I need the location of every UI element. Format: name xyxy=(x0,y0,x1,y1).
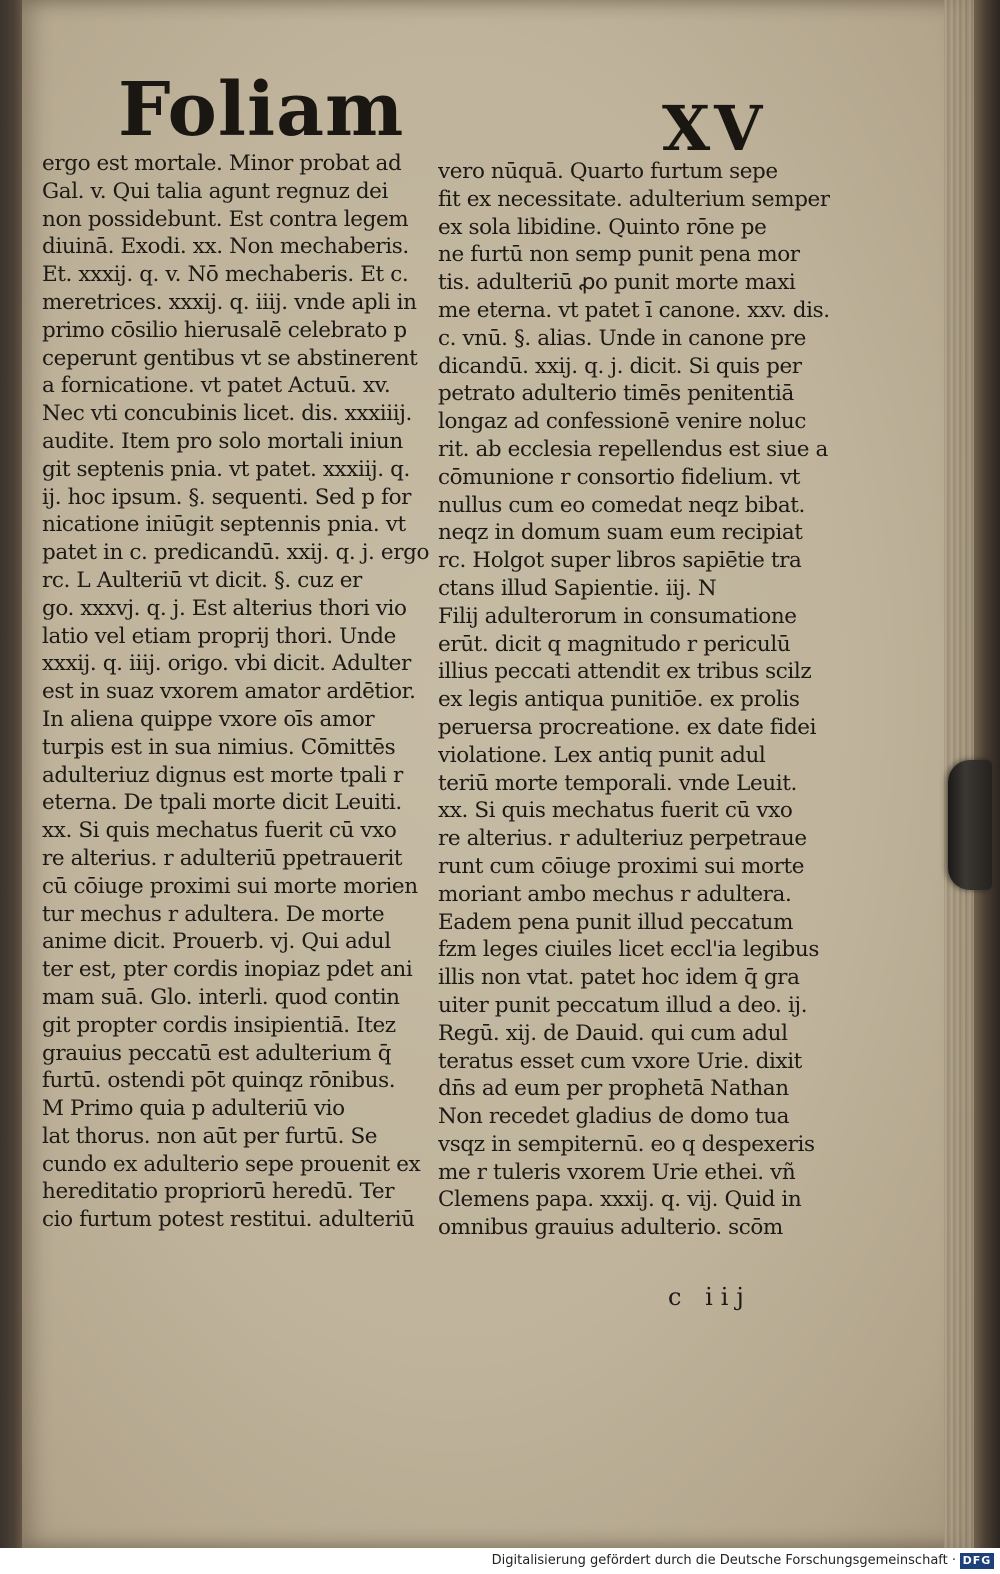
text-line: illius peccati attendit ex tribus scilz xyxy=(438,659,812,685)
text-line: go. xxxvj. q. j. Est alterius thori vio xyxy=(42,595,407,621)
text-line: rc. Holgot super libros sapiētie tra xyxy=(438,548,802,574)
text-line: git septenis pnia. vt patet. xxxiij. q. xyxy=(42,456,410,482)
text-line: ter est, pter cordis inopiaz pdet ani xyxy=(42,957,413,983)
text-line: runt cum cōiuge proximi sui morte xyxy=(438,853,805,879)
text-line: latio vel etiam proprij thori. Unde xyxy=(42,623,396,649)
text-line: illis non vtat. patet hoc idem q̄ gra xyxy=(438,965,800,991)
text-line: neqz in domum suam eum recipiat xyxy=(438,520,803,546)
text-line: dn̄s ad eum per prophetā Nathan xyxy=(438,1076,789,1102)
text-line: teriū morte temporali. vnde Leuit. xyxy=(438,770,797,796)
text-line: diuinā. Exodi. xx. Non mechaberis. xyxy=(42,234,409,260)
text-line: In aliena quippe vxore oīs amor xyxy=(42,706,375,732)
text-line: me eterna. vt patet ī canone. xxv. dis. xyxy=(438,297,830,323)
text-line: turpis est in sua nimius. Cōmittēs xyxy=(42,734,396,760)
text-line: xxxij. q. iiij. origo. vbi dicit. Adulter xyxy=(42,651,411,677)
text-line: nicatione iniūgit septennis pnia. vt xyxy=(42,512,406,538)
text-line: re alterius. r adulteriuz perpetraue xyxy=(438,826,807,852)
text-line: M Primo quia p adulteriū vio xyxy=(42,1096,345,1122)
text-line: Nec vti concubinis licet. dis. xxxiiij. xyxy=(42,401,412,427)
text-line: anime dicit. Prouerb. vj. Qui adul xyxy=(42,929,391,955)
running-head-folium: Foliam xyxy=(118,67,405,153)
text-line: petrato adulterio timēs penitentiā xyxy=(438,381,794,407)
text-line: hereditatio propriorū heredū. Ter xyxy=(42,1179,395,1205)
text-line: ceperunt gentibus vt se abstinerent xyxy=(42,345,418,371)
text-line: lat thorus. non aūt per furtū. Se xyxy=(42,1123,378,1149)
text-line: xx. Si quis mechatus fuerit cū vxo xyxy=(438,798,793,824)
signature-mark: c iij xyxy=(668,1283,752,1311)
text-line: longaz ad confessionē venire noluc xyxy=(438,409,807,435)
text-line: adulteriuz dignus est morte tpali r xyxy=(42,762,403,788)
text-line: xx. Si quis mechatus fuerit cū vxo xyxy=(42,818,397,844)
text-line: git propter cordis insipientiā. Itez xyxy=(42,1012,396,1038)
text-line: cundo ex adulterio sepe prouenit ex xyxy=(42,1151,421,1177)
text-line: est in suaz vxorem amator ardētior. xyxy=(42,679,416,705)
text-line: ij. hoc ipsum. §. sequenti. Sed p for xyxy=(42,484,412,510)
text-line: rc. L Aulteriū vt dicit. §. cuz er xyxy=(42,567,362,593)
text-line: vero nūquā. Quarto furtum sepe xyxy=(438,159,778,184)
text-line: omnibus grauius adulterio. scōm xyxy=(438,1215,783,1241)
text-line: primo cōsilio hierusalē celebrato p xyxy=(42,317,407,343)
text-line: audite. Item pro solo mortali iniun xyxy=(42,428,403,454)
text-line: uiter punit peccatum illud a deo. ij. xyxy=(438,992,808,1018)
text-line: cū cōiuge proximi sui morte morien xyxy=(42,873,418,899)
text-column-right xyxy=(438,158,830,1242)
text-line: moriant ambo mechus r adultera. xyxy=(438,881,792,907)
text-line: cio furtum potest restitui. adulteriū xyxy=(42,1207,415,1233)
text-line: re alterius. r adulteriū ppetrauerit xyxy=(42,845,403,871)
text-line: eterna. De tpali morte dicit Leuiti. xyxy=(42,790,402,816)
book-clasp xyxy=(948,760,992,890)
text-line: me r tuleris vxorem Urie ethei. vñ xyxy=(438,1159,796,1185)
text-line: patet in c. predicandū. xxij. q. j. ergo xyxy=(42,540,430,566)
dfg-logo-icon: DFG xyxy=(960,1553,994,1569)
text-line: vsqz in sempiternū. eo q despexeris xyxy=(438,1131,815,1157)
digitization-footer xyxy=(0,1548,1000,1574)
text-column-left xyxy=(42,150,437,1234)
text-line: peruersa procreatione. ex date fidei xyxy=(438,714,817,740)
text-line: nullus cum eo comedat neqz bibat. xyxy=(438,492,805,518)
folio-number: XV xyxy=(662,92,767,165)
text-line: fit ex necessitate. adulterium semper xyxy=(438,186,830,212)
text-line: fzm leges ciuiles licet eccl'ia legibus xyxy=(438,937,819,963)
text-line: cōmunione r consortio fidelium. vt xyxy=(438,464,800,490)
text-line: non possidebunt. Est contra legem xyxy=(42,206,409,232)
text-line: tur mechus r adultera. De morte xyxy=(42,901,385,927)
text-line: ne furtū non semp punit pena mor xyxy=(438,242,800,268)
text-line: grauius peccatū est adulterium q̄ xyxy=(42,1040,392,1066)
text-line: dicandū. xxij. q. j. dicit. Si quis per xyxy=(438,353,802,379)
text-line: Non recedet gladius de domo tua xyxy=(438,1104,790,1130)
text-line: Filij adulterorum in consumatione xyxy=(438,603,797,629)
text-line: furtū. ostendi pōt quinqz rōnibus. xyxy=(42,1068,396,1094)
text-line: Regū. xij. de Dauid. qui cum adul xyxy=(438,1020,788,1046)
text-line: Et. xxxij. q. v. Nō mechaberis. Et c. xyxy=(42,262,409,288)
text-line: violatione. Lex antiq punit adul xyxy=(438,742,766,768)
text-line: ex legis antiqua punitiōe. ex prolis xyxy=(438,687,800,713)
text-line: teratus esset cum vxore Urie. dixit xyxy=(438,1048,802,1074)
text-line: a fornicatione. vt patet Actuū. xv. xyxy=(42,373,391,399)
text-line: Eadem pena punit illud peccatum xyxy=(438,909,793,935)
text-line: ergo est mortale. Minor probat ad xyxy=(42,151,402,176)
text-line: Gal. v. Qui talia agunt regnuz dei xyxy=(42,178,388,204)
footer-credit: Digitalisierung gefördert durch die Deutsche Forschungsgemeinschaft · xyxy=(491,1553,956,1568)
text-line: erūt. dicit q magnitudo r periculū xyxy=(438,631,791,657)
text-line: c. vnū. §. alias. Unde in canone pre xyxy=(438,325,806,351)
text-line: ctans illud Sapientie. iij. N xyxy=(438,575,717,601)
text-line: tis. adulteriū ꝓo punit morte maxi xyxy=(438,270,796,296)
text-line: Clemens papa. xxxij. q. vij. Quid in xyxy=(438,1187,802,1213)
text-line: meretrices. xxxij. q. iiij. vnde apli in xyxy=(42,289,417,315)
text-line: rit. ab ecclesia repellendus est siue a xyxy=(438,436,828,462)
text-line: mam suā. Glo. interli. quod contin xyxy=(42,984,400,1010)
text-line: ex sola libidine. Quinto rōne pe xyxy=(438,214,767,240)
